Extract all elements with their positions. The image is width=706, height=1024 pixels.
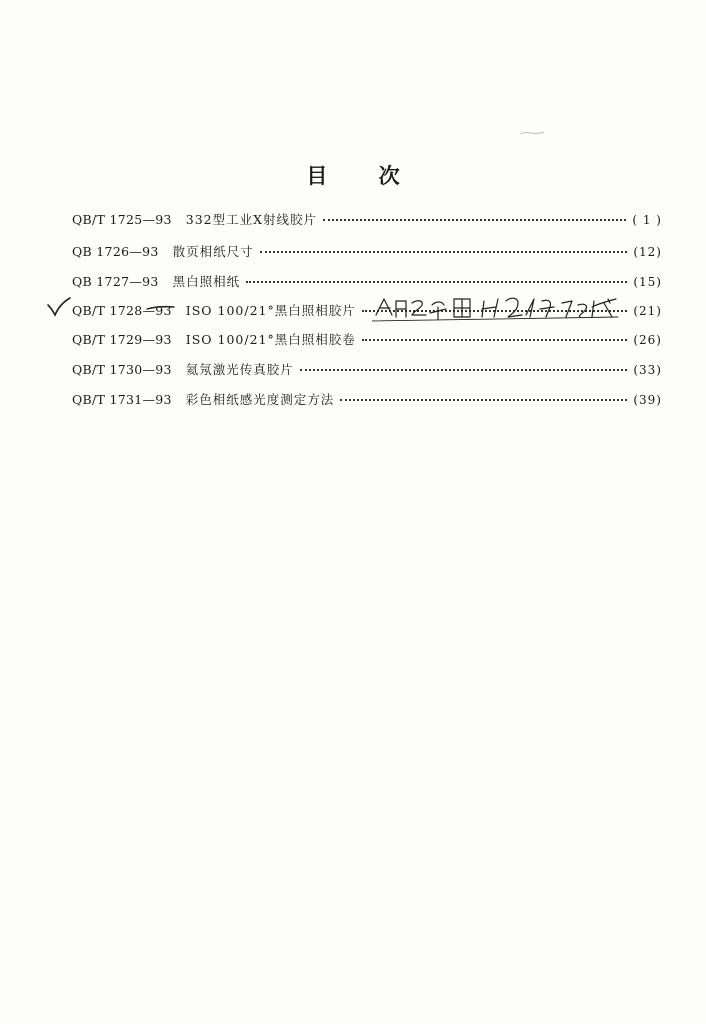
entry-title: 氦氖激光传真胶片: [185, 362, 294, 377]
standard-code: QB/T 1725—93: [72, 212, 172, 227]
strikethrough-mark: [146, 301, 176, 315]
standard-code: QB/T 1731—93: [72, 392, 172, 407]
dot-leader: [246, 281, 627, 283]
toc-entry: [72, 390, 662, 410]
page-number: (33): [633, 363, 662, 377]
handwritten-replacement-note: [372, 291, 620, 325]
dot-leader: [323, 219, 626, 221]
dot-leader: [362, 339, 628, 341]
page-title: 目 次: [306, 164, 422, 188]
toc-entry: [72, 360, 662, 380]
entry-title: ISO 100/21°黑白照相胶片: [185, 303, 356, 318]
dot-leader: [340, 399, 627, 401]
standard-code: QB/T 1729—93: [72, 332, 172, 347]
page-number: ( 1 ): [632, 213, 662, 227]
toc-entry: [72, 330, 662, 350]
entry-title: ISO 100/21°黑白照相胶卷: [185, 332, 356, 347]
page-number: (26): [633, 333, 662, 347]
dot-leader: [260, 251, 628, 253]
page-number: (21): [633, 304, 662, 318]
page-number: (39): [633, 393, 662, 407]
check-mark-icon: [46, 296, 72, 318]
standard-code: QB/T 1730—93: [72, 362, 172, 377]
entry-title: 散页相纸尺寸: [172, 244, 254, 259]
standard-code: QB 1726—93: [72, 244, 159, 259]
toc-entry: [72, 210, 662, 230]
toc-entry: [72, 242, 662, 262]
entry-title: 黑白照相纸: [172, 274, 241, 289]
entry-title: 332型工业X射线胶片: [185, 212, 318, 227]
dot-leader: [300, 369, 628, 371]
scan-smudge: [518, 126, 548, 138]
standard-code: QB/T 1728—93: [72, 303, 172, 318]
toc-entry: [72, 272, 662, 292]
page-number: (15): [633, 275, 662, 289]
page-number: (12): [633, 245, 662, 259]
standard-code: QB 1727—93: [72, 274, 159, 289]
entry-title: 彩色相纸感光度测定方法: [185, 392, 335, 407]
